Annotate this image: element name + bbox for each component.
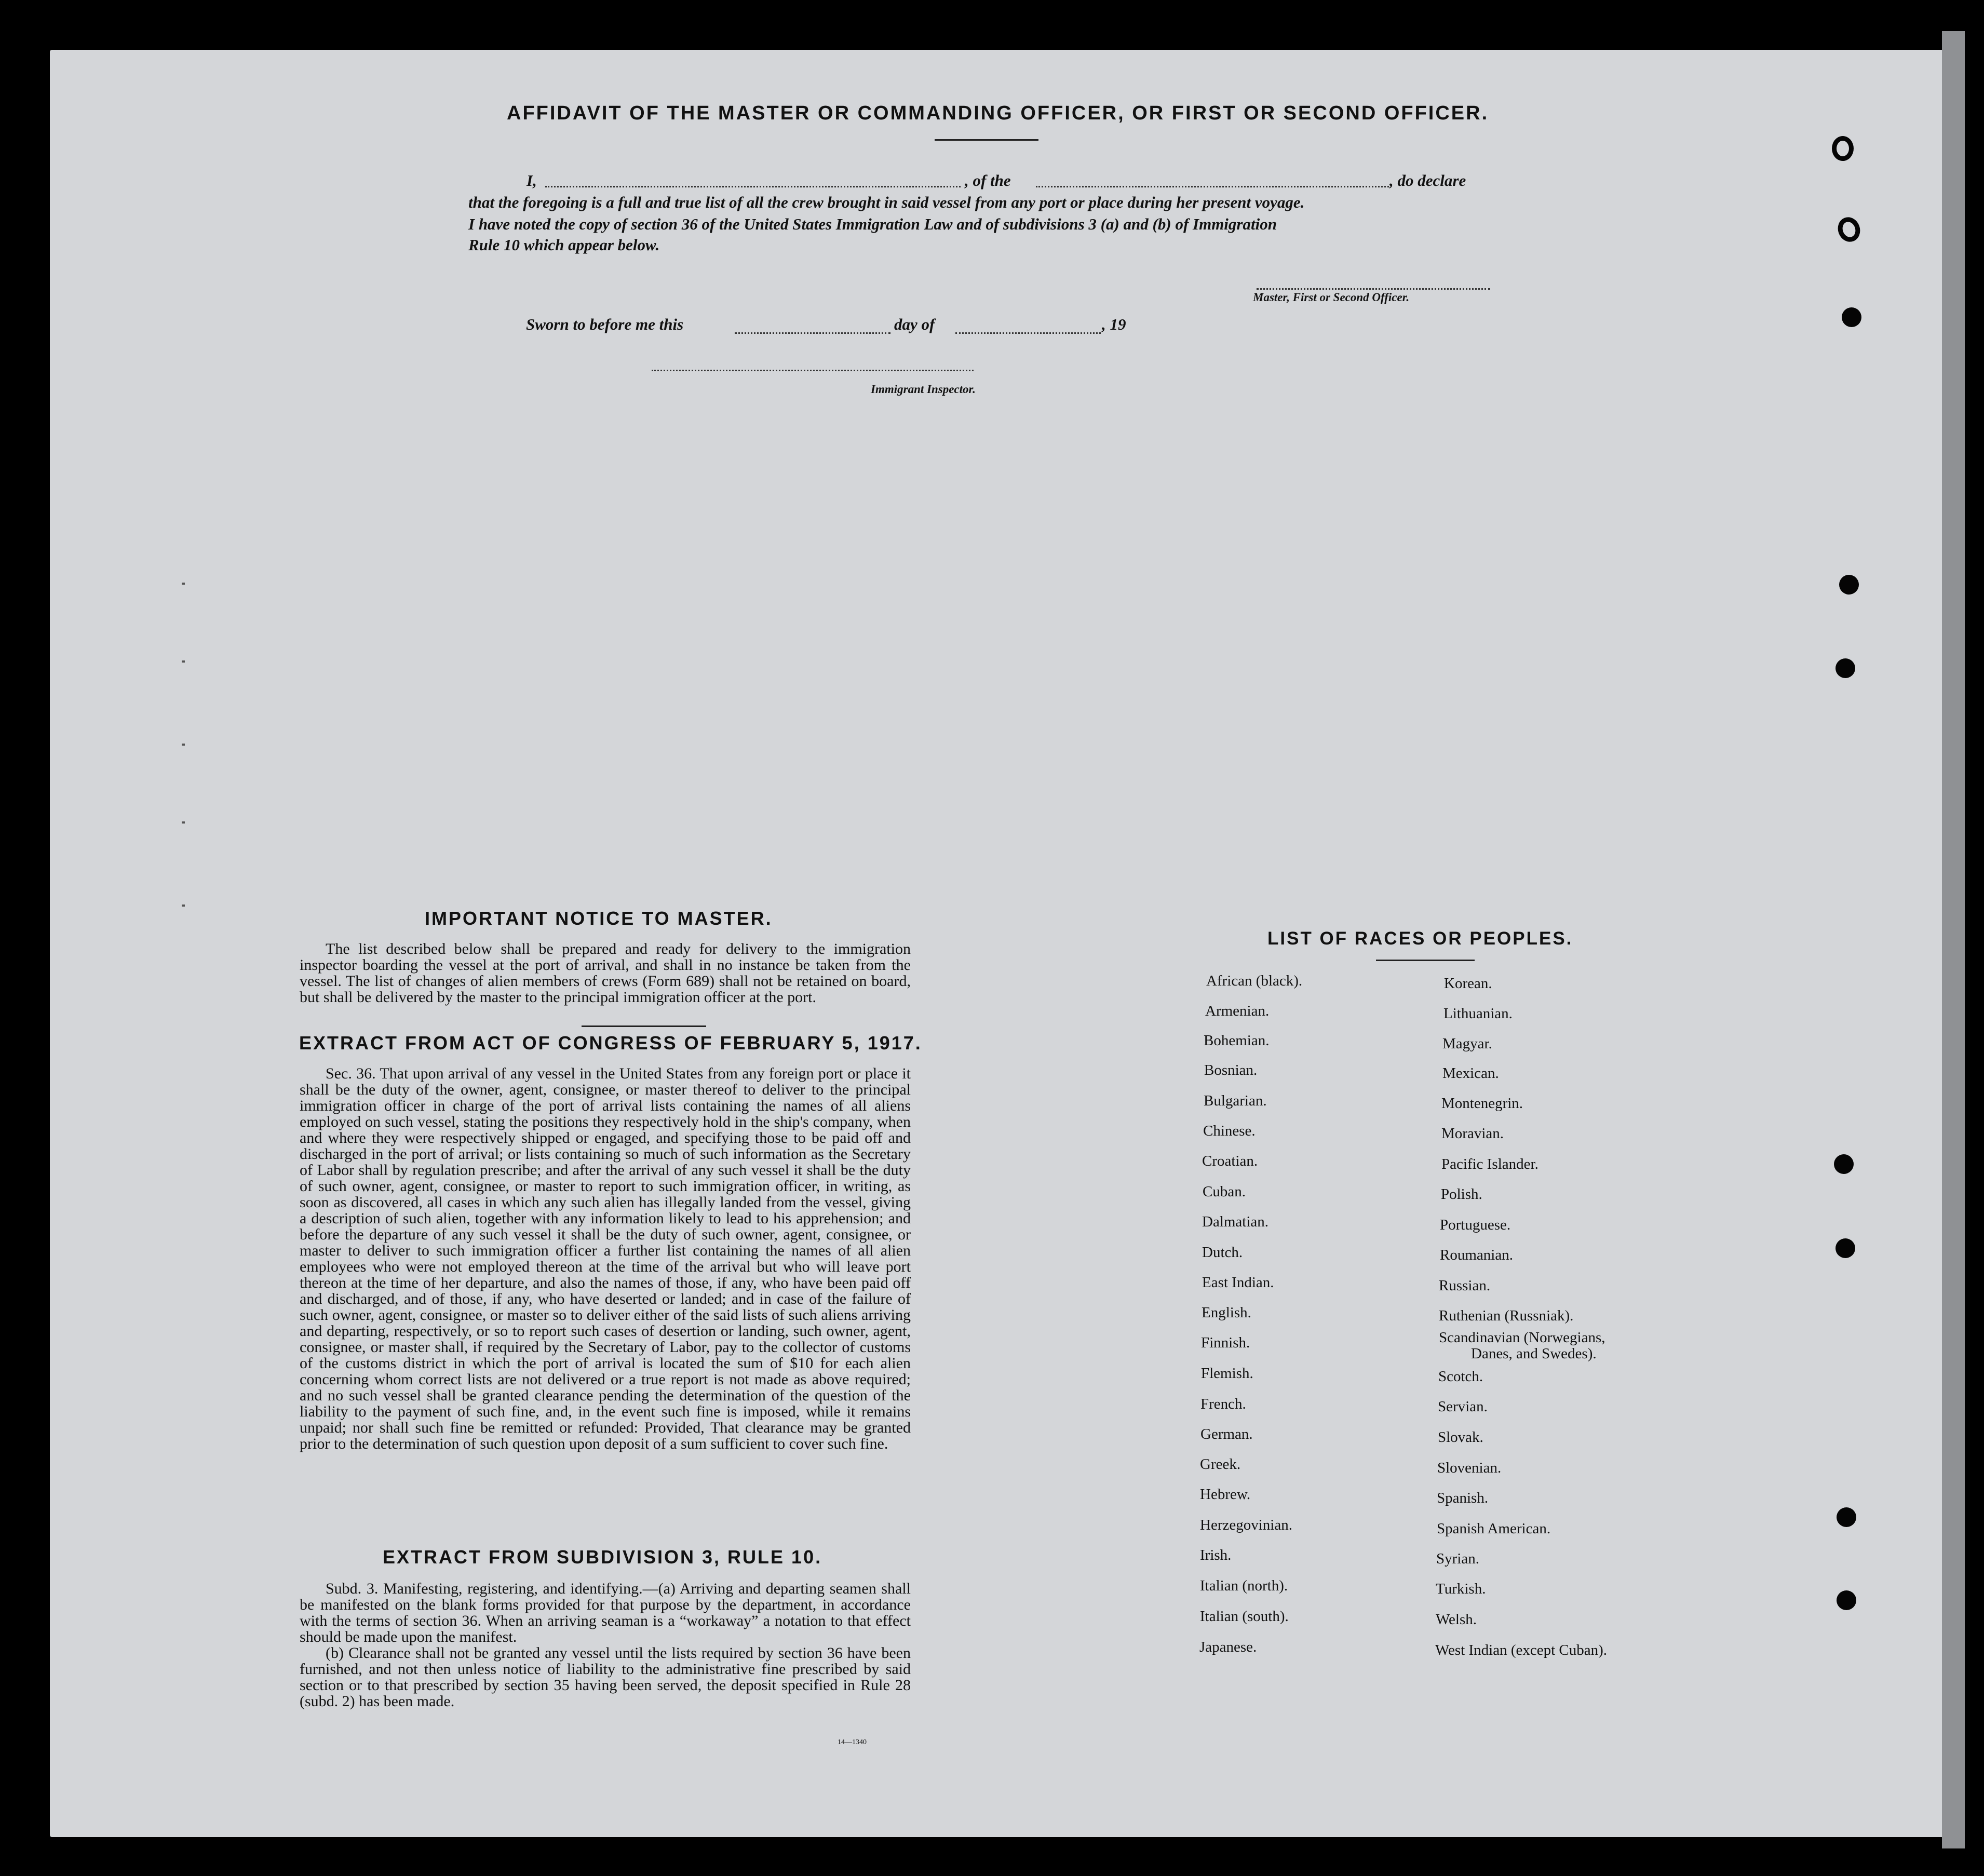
race-item: Servian. <box>1438 1398 1488 1415</box>
races-title: LIST OF RACES OR PEOPLES. <box>1267 928 1573 949</box>
rule-paragraph-b: (b) Clearance shall not be granted any vessel until the lists required by section 36 have been furnished, and not then unless notice of liability to the administrative fine prescribed by said section or to that prescribed by section 35 having been served, the deposit specified in Rule 28 (subd. 2) has been made. <box>300 1644 911 1710</box>
signature-field-line[interactable] <box>1257 288 1490 290</box>
year-label: , 19 <box>1102 315 1126 333</box>
race-item: Slovak. <box>1438 1429 1483 1446</box>
binder-hole-icon <box>1835 1238 1855 1258</box>
race-item: Italian (south). <box>1200 1608 1289 1625</box>
race-item: Hebrew. <box>1200 1486 1251 1503</box>
binder-hole-icon <box>1832 136 1854 161</box>
margin-mark <box>182 821 185 824</box>
notice-divider <box>582 1025 706 1027</box>
act-extract-text <box>300 1065 911 1452</box>
race-item: Pacific Islander. <box>1441 1156 1538 1172</box>
race-item: Roumanian. <box>1440 1247 1513 1263</box>
race-item: Welsh. <box>1436 1611 1477 1628</box>
race-item: Syrian. <box>1436 1550 1479 1567</box>
notice-paragraph: The list described below shall be prepared and ready for delivery to the immigration inspector boarding the vessel at the port of arrival, and shall in no instance be taken from the vessel. The list of changes of alien members of crews (Form 689) shall not be retained on board, but shall be delivered by the master to the principal immigration officer at the port. <box>300 940 911 1006</box>
inspector-caption: Immigrant Inspector. <box>871 383 976 396</box>
margin-mark <box>182 905 185 907</box>
race-item: Portuguese. <box>1440 1217 1511 1233</box>
race-item: Herzegovinian. <box>1200 1517 1292 1533</box>
binder-hole-icon <box>1839 575 1859 595</box>
race-item: Moravian. <box>1441 1125 1504 1142</box>
race-item: Montenegrin. <box>1441 1095 1523 1112</box>
affidavit-line-3: I have noted the copy of section 36 of the United States Immigration Law and of subdivisions 3 (a) and (b) of Immigration <box>468 215 1277 233</box>
act-extract-title: EXTRACT FROM ACT OF CONGRESS OF FEBRUARY 5, 1917. <box>299 1032 922 1054</box>
binder-hole-icon <box>1834 1154 1854 1174</box>
race-item: Mexican. <box>1442 1065 1499 1082</box>
race-item: Dalmatian. <box>1202 1213 1269 1230</box>
race-item: Ruthenian (Russniak). <box>1439 1307 1574 1324</box>
race-item: Scandinavian (Norwegians, <box>1439 1329 1605 1346</box>
race-item: Magyar. <box>1442 1035 1492 1052</box>
binder-hole-icon <box>1835 658 1855 678</box>
race-item: Turkish. <box>1436 1581 1486 1597</box>
notice-text <box>300 941 911 1005</box>
race-item: German. <box>1200 1426 1253 1442</box>
name-field-line[interactable] <box>545 186 961 187</box>
race-item: French. <box>1200 1396 1246 1412</box>
inspector-signature-line[interactable] <box>652 370 974 371</box>
race-item: Danes, and Swedes). <box>1471 1345 1597 1362</box>
race-item: East Indian. <box>1202 1274 1274 1291</box>
race-item: Croatian. <box>1202 1153 1258 1169</box>
title-underline <box>935 139 1038 141</box>
margin-mark <box>182 660 185 663</box>
race-item: Finnish. <box>1201 1334 1250 1351</box>
race-item: Bosnian. <box>1204 1062 1258 1078</box>
margin-mark <box>182 744 185 746</box>
race-item: Polish. <box>1441 1186 1482 1203</box>
signature-caption: Master, First or Second Officer. <box>1253 291 1410 304</box>
race-item: Japanese. <box>1199 1639 1257 1655</box>
sworn-day-field-line[interactable] <box>735 332 890 334</box>
race-item: Cuban. <box>1203 1183 1246 1200</box>
races-title-underline <box>1376 960 1475 961</box>
race-item: Italian (north). <box>1200 1577 1288 1594</box>
margin-mark <box>182 583 185 585</box>
day-of-label: day of <box>894 315 935 333</box>
race-item: Slovenian. <box>1437 1460 1502 1476</box>
affidavit-line-2: that the foregoing is a full and true list of all the crew brought in said vessel from any port or place during her present voyage. <box>468 193 1305 211</box>
race-item: West Indian (except Cuban). <box>1435 1642 1608 1658</box>
race-item: Greek. <box>1200 1456 1241 1473</box>
affidavit-title: AFFIDAVIT OF THE MASTER OR COMMANDING OFFICER, OR FIRST OR SECOND OFFICER. <box>507 102 1489 124</box>
race-item: Spanish American. <box>1437 1520 1551 1537</box>
race-item: Chinese. <box>1203 1123 1256 1139</box>
form-code: 14—1340 <box>838 1738 867 1746</box>
race-item: Armenian. <box>1205 1003 1270 1019</box>
vessel-field-line[interactable] <box>1036 186 1389 187</box>
rule-paragraph-a: Subd. 3. Manifesting, registering, and identifying.—(a) Arriving and departing seamen shall be manifested on the blank forms provided for that purpose by the department, in accordance with the terms of section 36. When an arriving seaman is a “workaway” a notation to that effect should be made upon the manifest. <box>300 1580 911 1645</box>
affidavit-of-the-label: , of the <box>965 171 1011 190</box>
page-edge-shadow <box>1942 31 1965 1848</box>
race-item: Lithuanian. <box>1443 1005 1513 1022</box>
binder-hole-icon <box>1842 307 1861 327</box>
sworn-label: Sworn to before me this <box>526 315 684 333</box>
rule-extract-text <box>300 1581 911 1709</box>
binder-hole-icon <box>1837 1590 1856 1610</box>
race-item: Spanish. <box>1437 1490 1489 1506</box>
affidavit-do-declare-label: , do declare <box>1389 171 1466 190</box>
race-item: Flemish. <box>1201 1365 1253 1382</box>
race-item: Russian. <box>1439 1277 1491 1294</box>
race-item: Scotch. <box>1438 1368 1483 1385</box>
rule-extract-title: EXTRACT FROM SUBDIVISION 3, RULE 10. <box>383 1546 822 1568</box>
affidavit-i-label: I, <box>527 171 537 190</box>
notice-title: IMPORTANT NOTICE TO MASTER. <box>425 908 773 929</box>
race-item: Bohemian. <box>1204 1032 1270 1049</box>
race-item: Korean. <box>1444 975 1492 992</box>
act-paragraph: Sec. 36. That upon arrival of any vessel in the United States from any foreign port or place it shall be the duty of the owner, agent, consignee, or master thereof to deliver to the principal immigration officer in charge of the port of arrival lists containing the names of all aliens employed on such vessel, stating the positions they respectively hold in the ship's company, when and where they were respectively shipped or engaged, and specifying those to be paid off and discharged in the port of arrival; or lists containing so much of such information as the Secretary of Labor shall by regulation prescribe; and after the arrival of any such vessel it shall be the duty of such owner, agent, consignee, or master to report to such immigration officer, in writing, as soon as discovered, all cases in which any such alien has illegally landed from the vessel, giving a description of such alien, together with any information likely to lead to his apprehension; and before the departure of any such vessel it shall be the duty of such owner, agent, consignee, or master to deliver to such immigration officer a further list containing the names of all alien employees who were not employed thereon at the time of the arrival but who will leave port thereon at the time of her departure, and also the names of those, if any, who have been paid off and discharged, and of those, if any, who have deserted or landed; and in case of the failure of such owner, agent, consignee, or master so to deliver either of the said lists of such aliens arriving and departing, respectively, or so to report such cases of desertion or landing, such owner, agent, consignee, or master shall, if required by the Secretary of Labor, pay to the collector of customs of the customs district in which the port of arrival is located the sum of $10 for each alien concerning whom correct lists are not delivered or a true report is not made as above required; and no such vessel shall be granted clearance pending the determination of the question of the liability to the payment of such fine, and, in the event such fine is imposed, while it remains unpaid; nor shall such fine be remitted or refunded: Provided, That clearance may be granted prior to the determination of such question upon deposit of a sum sufficient to cover such fine. <box>300 1065 911 1452</box>
race-item: English. <box>1202 1304 1251 1321</box>
race-item: Irish. <box>1200 1547 1232 1563</box>
race-item: Bulgarian. <box>1204 1092 1267 1109</box>
race-item: Dutch. <box>1202 1244 1243 1261</box>
race-item: African (black). <box>1206 973 1303 989</box>
binder-hole-icon <box>1837 1507 1856 1527</box>
sworn-month-field-line[interactable] <box>955 332 1101 334</box>
affidavit-line-4: Rule 10 which appear below. <box>468 236 660 254</box>
